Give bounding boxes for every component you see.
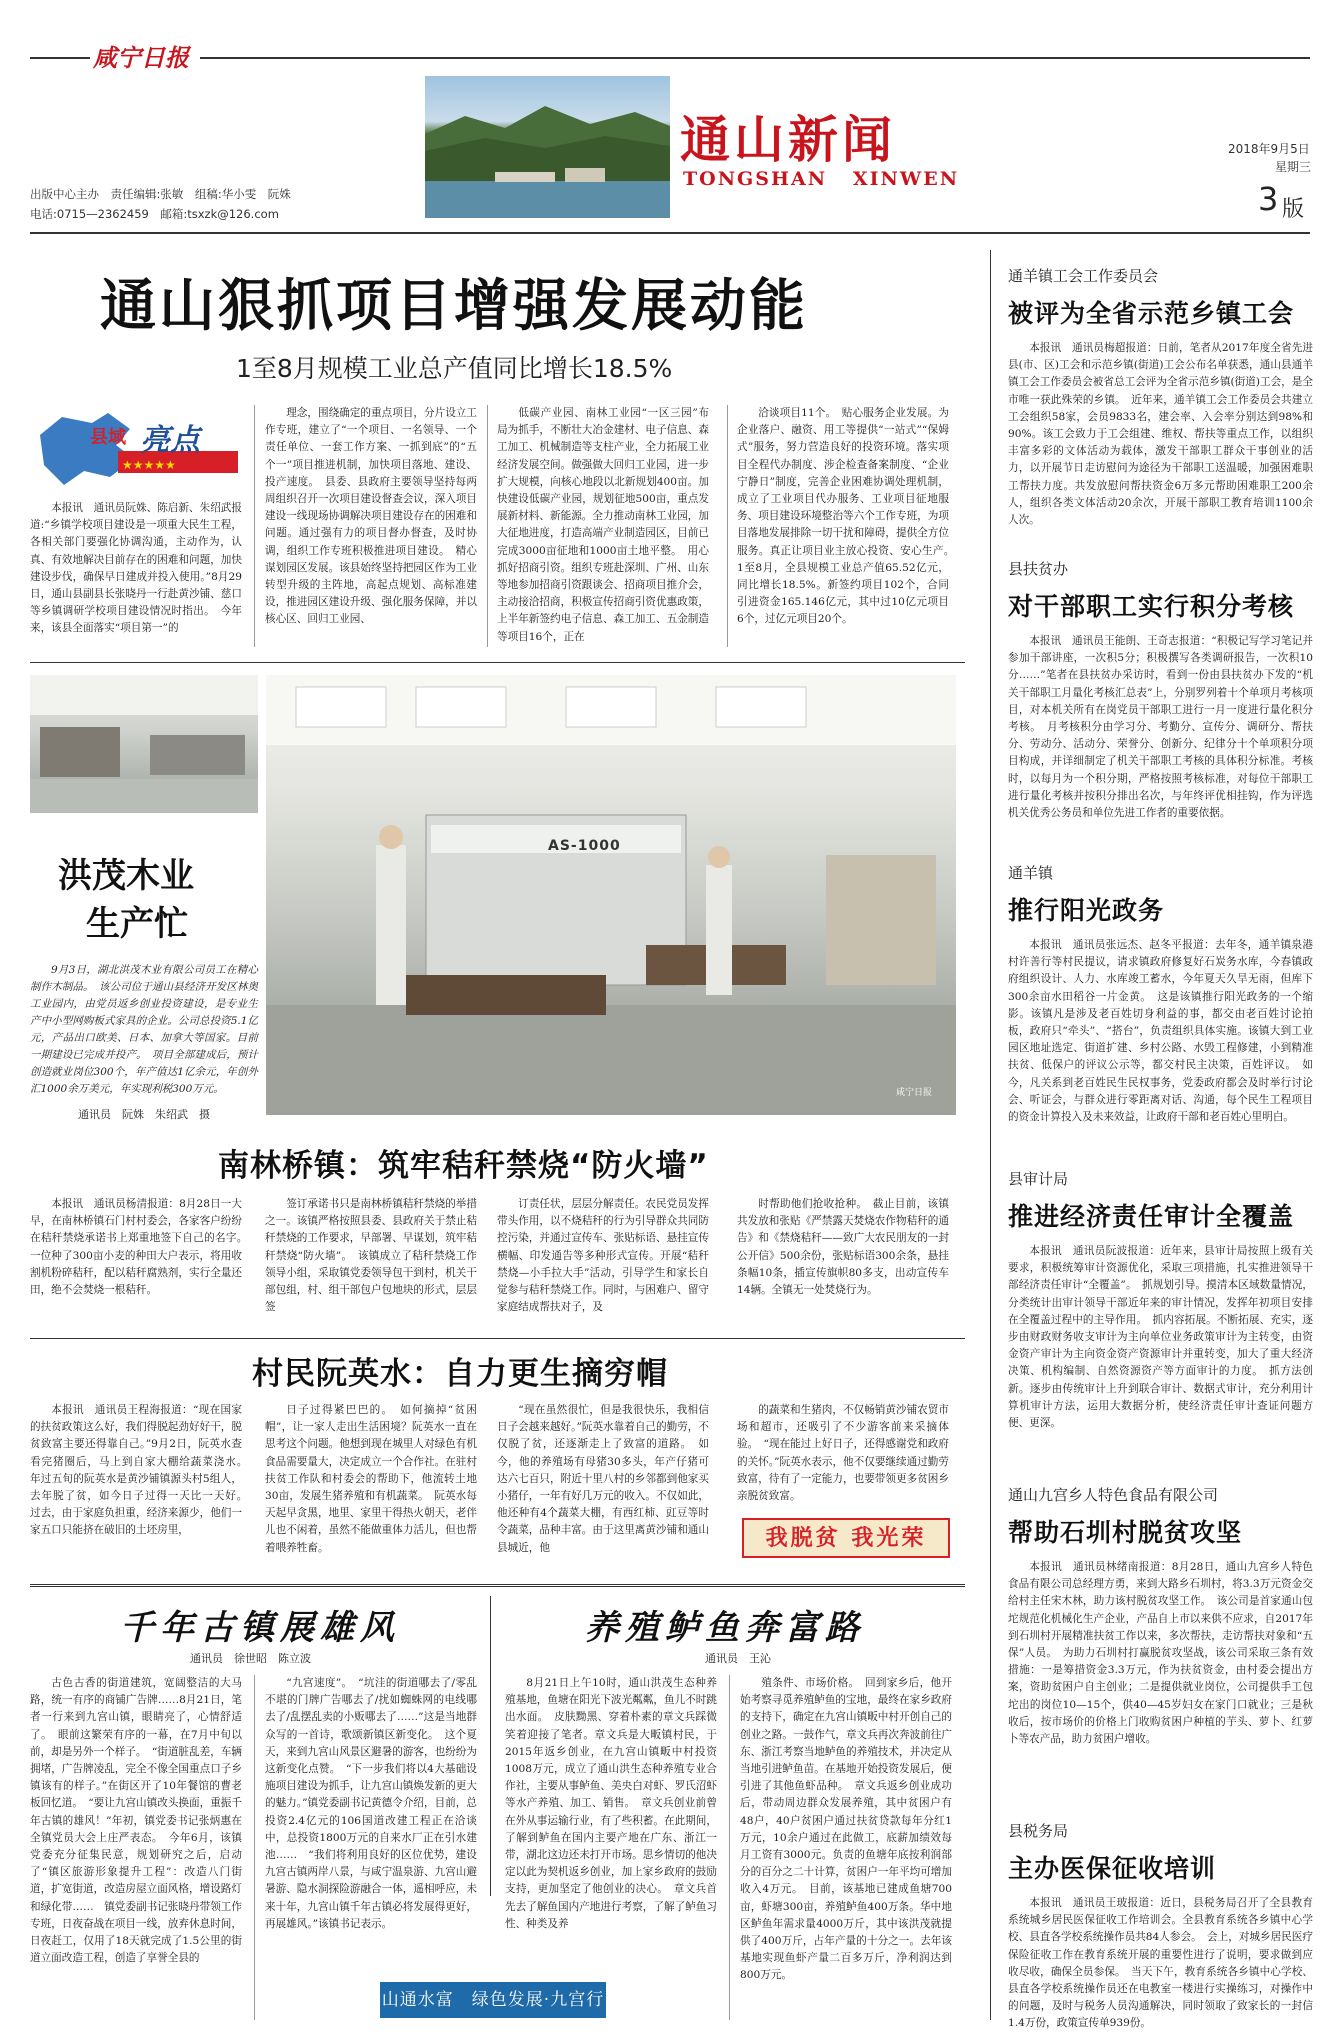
hongmao-title-line-2: 生产忙 [86, 904, 188, 944]
scenic-photo [425, 76, 670, 218]
nanlin-col-4 [737, 1196, 949, 1332]
county-map-icon [30, 405, 240, 495]
section-pinyin: TONGSHAN XINWEN [683, 168, 960, 190]
ancient-col-2-text: “九宫速度”。 “坑洼的街道哪去了/零乱不堪的门牌广告哪去了/扰如蜘蛛网的电线哪去了/乱摆乱卖的小贩哪去了……”这是当地群众写的一首诗，歌颂新镇区新变化。 这个夏天，来到九宫山风景区避暑的游客，也纷纷为这新变化点赞。 “下一步我们将以4大基础设施项目建设为抓手，让九宫山镇焕发新的更大的魅力。”镇党委副书记黄德令介绍，目前，总投资2.4亿元的106国道改建工程正在洽谈中，总投资1800万元的自来水厂正在引水建池…… “我们将利用良好的区位优势，建设九宫古镇两岸八景，与咸宁温泉游、九宫山避暑游、隐水洞探险游融合一体，遥相呼应，未来十年，九宫山镇千年古镇必将发展得更好，再展雄风。”该镇书记表示。 [265, 1677, 477, 1930]
ruan-col-1 [30, 1402, 253, 1574]
side-item-tongyang-town [1008, 862, 1313, 1157]
lead-col-2 [265, 405, 477, 650]
green-development-banner: 山通水富 绿色发展·九宫行 [380, 1982, 606, 2018]
side-item-kicker: 通山九宫乡人特色食品有限公司 [1008, 1486, 1219, 1504]
issue-weekday: 星期三 [1275, 160, 1312, 174]
factory-main-photo [266, 675, 956, 1115]
side-item-body-text: 本报讯 通讯员王能朗、王奇志报道：“积极记写学习笔记并参加干部讲座，一次积5分；积极撰写各类调研报告，一次积10分……”笔者在县扶贫办采访时，看到一份由县扶贫办下发的“机关干部职工月量化考核汇总表”上，分别罗列着十个单项月考核项目，对本机关所有在岗党员干部职工进行一月一度进行量化积分考核。 月考核积分由学习分、考勤分、宣传分、调研分、帮扶分、劳动分、活动分、荣誉分、创新分、纪律分十个单项积分项目构成，并详细制定了机关干部职工考核的具体积分标准。考核时，以每月为一个积分期，严格按照考核标准，对每位干部职工进行量化考核并按积分排出名次，与年终评优相挂钩，作为评选机关优秀公务员和单位先进工作者的重要依据。 [1008, 635, 1313, 820]
ancient-col-2 [265, 1675, 477, 1970]
side-item-body [1008, 1243, 1313, 1488]
masthead-bottom-rule [30, 232, 1310, 234]
side-item-body [1008, 937, 1313, 1157]
scenic-photo-art [425, 76, 670, 218]
side-item-title: 推行阳光政务 [1008, 896, 1165, 925]
factory-photo-art [266, 675, 956, 1115]
ruan-bottom-rule [30, 1584, 965, 1587]
county-highlight-badge [30, 405, 240, 495]
bottom-mid-divider [490, 1596, 491, 1896]
badge-label-b: 亮点 [140, 423, 200, 458]
lead-subhead: 1至8月规模工业总产值同比增长18.5% [236, 354, 673, 383]
side-item-body-text: 本报讯 通讯员王玻报道：近日，县税务局召开了全县教育系统城乡居民医保征收工作培训会。全县教育系统各乡镇中心学校、县直各学校系统操作员共84人参会。 会上，对城乡居民医疗保险征收工作在教育系统开展的重要性进行了说明，要求做到应收尽收，确保全员参保。 当天下午，教育系统各乡镇中心学校、县直各学校系统操作员还在电教室一楼进行实操练习，对操作中的问题，及时与税务人员沟通解决，同时领取了致家长的一封信1.4万份，政策宣传单939份。 [1008, 1897, 1313, 2030]
page-unit: 版 [1282, 197, 1305, 222]
ruan-col-4-text: 的蔬菜和生猪肉，不仅畅销黄沙铺农贸市场和超市，还吸引了不少游客前来采摘体验。 “现在能过上好日子，还得感谢党和政府的关怀。”阮英水表示，他不仅要继续通过勤劳致富，待有了一定能力，也要带领更多贫困乡亲脱贫致富。 [737, 1404, 949, 1503]
hongmao-byline: 通讯员 阮姝 朱绍武 摄 [78, 1108, 210, 1121]
sidebar-divider [990, 250, 991, 2020]
side-item-kicker: 县税务局 [1008, 1822, 1069, 1840]
side-item-body [1008, 1559, 1313, 1819]
side-item-title: 对干部职工实行积分考核 [1008, 592, 1295, 621]
ruan-col-3 [497, 1402, 709, 1574]
masthead-rule-left [30, 57, 90, 59]
nanlin-col-2-text: 签订承诺书只是南林桥镇秸秆禁烧的举措之一。该镇严格按照县委、县政府关于禁止秸秆禁烧的工作要求，早部署、早谋划，筑牢秸秆禁烧“防火墙”。 该镇成立了秸秆禁烧工作领导小组，采取镇党委领导包干到村，机关干部包组，村、组干部包户包地块的形式，层层签 [265, 1198, 477, 1314]
ancient-divider [254, 1675, 255, 2020]
credits-line-1: 出版中心主办 责任编辑:张敏 组稿:华小雯 阮姝 [30, 187, 291, 201]
ancient-headline: 千年古镇展雄风 [120, 1608, 400, 1648]
lead-col-4 [737, 405, 960, 650]
side-item-body-text: 本报讯 通讯员阮波报道：近年来，县审计局按照上级有关要求，积极统筹审计资源优化，采取三项措施，扎实推进领导干部经济责任审计“全覆盖”。 抓规划引导。摸清本区域数量情况，分类统计出审计领导干部近年来的审计情况，发挥年初项目安排在全覆盖过程中的主导作用。 抓内容拓展。不断拓展、充实，逐步由财政财务收支审计为主向单位业务政策审计为主转变，由资金资产审计为主向资金资产资源审计并重转变，加大了重大经济决策、机构编制、自然资源资产等方面审计的力度。 抓方法创新。逐步由传统审计上升到联合审计、数据式审计，充分利用计算机审计方法，运用大数据分析，使经济责任审计查证问题方便、更深。 [1008, 1245, 1313, 1430]
side-item-kicker: 县审计局 [1008, 1170, 1069, 1188]
fish-headline: 养殖鲈鱼奔富路 [585, 1608, 865, 1648]
hongmao-caption-text: 9月3日，湖北洪茂木业有限公司员工在精心制作木制品。 该公司位于通山县经济开发区林奥工业园内，由党员返乡创业投资建设，是专业生产中小型网购板式家具的企业。公司总投资5.1亿元，产品出口欧美、日本、加拿大等国家。目前一期建设已完成并投产。 项目全部建成后，预计创造就业岗位300个，年产值达1亿余元，年创外汇1000余万美元，年实现利税300万元。 [30, 964, 258, 1095]
lead-col-2-text: 理念，围绕确定的重点项目，分片设立工作专班，建立了“一个项目、一名领导、一个责任单位、一套工作方案、一抓到底”的“五个一”项目推进机制，加快项目落地、建设、投产速度。 县委、县政府主要领导坚持每两周组织召开一次项目建设督查会议，深入项目建设一线现场协调解决项目建设存在的困难和问题。通过强有力的项目督办督查，及时协调，组织工作专班积极推进项目建设。 精心谋划园区发展。该县始终坚持把园区作为工业转型升级的主阵地，高起点规划、高标准建设，推进园区建设升级、强化服务保障，并以核心区、回归工业园、 [265, 407, 477, 626]
lead-col-divider-3 [727, 405, 728, 647]
side-item-title: 帮助石圳村脱贫攻坚 [1008, 1518, 1243, 1547]
ruan-col-3-text: “现在虽然很忙，但是我很快乐，我相信日子会越来越好。”阮英水靠着自己的勤劳，不仅脱了贫，还逐渐走上了致富的道路。 如今，他的养殖场有母猪30多头，年产仔猪可达六七百只，附近十里八村的乡邻都到他家买小猪仔，一年有好几万元的收入。不仅如此，他还种有4个蔬菜大棚，有西红柿、豇豆等时令蔬菜，品种丰富。由于这里离黄沙铺和通山县城近，他 [497, 1404, 709, 1554]
photo-watermark: 咸宁日报 [896, 1088, 933, 1098]
nanlin-headline: 南林桥镇：筑牢秸秆禁烧“防火墙” [218, 1148, 709, 1184]
side-item-audit-bureau [1008, 1168, 1313, 1488]
fish-col-2-text: 殖条件、市场价格。 回到家乡后，他开始考察寻觅养殖鲈鱼的宝地，最终在家乡政府的支持下，确定在九宫山镇畈中村开创自己的创业之路。一鼓作气，章文兵再次奔波前往广东、浙江考察当地鲈鱼的养殖技术，并决定从当地引进鲈鱼苗。在基地开始投资发展后，便引进了其他鱼虾品种。 章文兵返乡创业成功后，带动周边群众发展养殖，其中贫困户有48户，40户贫困户通过扶贫贷款每年分红1万元，10余户通过在此做工，底薪加绩效每月工资有3000元。负责的鱼塘年底按利润部分的百分之二十计算，贫困户一年平均可增加收入4万元。 目前，该基地已建成鱼塘700亩，虾塘300亩，养殖鲈鱼400万条。华中地区鲈鱼年需求量4000万斤，其中该洪茂就提供了400万斤，占年产量的十分之一。去年该基地实现鱼虾产量二百多万斤，净利润达到800万元。 [740, 1677, 952, 1982]
lead-col-3-text: 低碳产业园、南林工业园“一区三园”布局为抓手，不断壮大冶金建材、电子信息、森工加工、机械制造等支柱产业，全力拓展工业经济发展空间。做强做大回归工业园，进一步扩大规模，向核心地段以北新规划400亩。加快建设低碳产业园，规划征地500亩，重点发展新材料、新能源。全力推动南林工业园，加大征地进度，打造高端产业制造园区，目前已完成3000亩征地和1000亩土地平整。 用心抓好招商引资。组织专班赴深圳、广州、山东等地参加招商引资跟谈会、招商项目推介会，主动接洽招商，积极宣传招商引资优惠政策，上半年新签约电子信息、森工加工、五金制造等项目16个，正在 [497, 407, 709, 643]
lead-bottom-rule [30, 662, 965, 663]
fish-col-1-text: 8月21日上午10时，通山洪茂生态种养殖基地，鱼塘在阳光下波光粼粼，鱼儿不时跳出水面。 皮肤黝黑、穿着朴素的章文兵踩微笑着迎接了笔者。章文兵是大畈镇村民，于2015年返乡创业，在九宫山镇畈中村投资1008万元，成立了通山洪生态种养殖专业合作社，主要从事鲈鱼、美央白对虾、罗氏沼虾等水产养殖、加工、销售。 章文兵创业前曾在外从事运输行业，有了些积蓄。在此期间，了解到鲈鱼在国内主要产地在广东、浙江一带，湖北这边还未打开市场。思乡情切的他决定以此为契机返乡创业，加上家乡政府的鼓励支持，更加坚定了他创业的决心。 章文兵首先去了解鱼国内产地进行考察，了解了鲈鱼习性、种类及养 [505, 1677, 717, 1930]
nanlin-col-4-text: 时帮助他们抢收抢种。 截止目前，该镇共发放和张贴《严禁露天焚烧农作物秸秆的通告》和《禁烧秸秆——致广大农民朋友的一封公开信》500余份，张贴标语300余条，悬挂条幅10条，插宣传旗帜80多支，出动宣传车14辆。全镇无一处焚烧行为。 [737, 1198, 949, 1297]
side-item-union [1008, 265, 1313, 598]
nanlin-col-1 [30, 1196, 253, 1332]
ancient-col-1 [30, 1675, 242, 2020]
fish-col-2 [740, 1675, 952, 2020]
nanlin-col-2 [265, 1196, 477, 1332]
side-item-kicker: 县扶贫办 [1008, 560, 1069, 578]
ruan-col-2 [265, 1402, 477, 1574]
fish-col-1 [505, 1675, 717, 1975]
side-item-body [1008, 1895, 1313, 2030]
hongmao-title-line-1: 洪茂木业 [58, 856, 194, 896]
nanlin-col-1-text: 本报讯 通讯员杨清报道：8月28日一大早，在南林桥镇石门村村委会，各家客户纷纷在秸秆禁烧承诺书上郑重地签下自己的名字。 一位种了300亩小麦的种田大户表示，将用收割机粉碎秸秆，配以秸秆腐熟剂，实行全量还田，绝不会焚烧一根秸秆。 [30, 1198, 253, 1297]
side-item-title: 主办医保征收培训 [1008, 1854, 1217, 1883]
lead-col-1-text: 本报讯 通讯员阮姝、陈启新、朱绍武报道:“乡镇学校项目建设是一项重大民生工程，各相关部门要强化协调沟通，主动作为，认真、有效地解决目前存在的困难和问题，加快建设步伐，确保早日建成并投入使用。”8月29日，通山县副县长张晓丹一行赴黄沙铺、慈口等乡镇调研学校项目建设情况时指出。 今年来，该县全面落实“项目第一”的 [30, 502, 242, 635]
side-item-kicker: 通羊镇工会工作委员会 [1008, 267, 1159, 285]
ruan-col-1-text: 本报讯 通讯员王程海报道：“现在国家的扶贫政策这么好，我们得脱起劲好好干，脱贫致富主要还得靠自己。”9月2日，阮英水查看完猪圈后，马上到自家大棚给蔬菜浇水。 年过五旬的阮英水是黄沙铺镇源头村5组人，去年脱了贫，如今日子过得一天比一天好。 过去，由于家庭负担重，经济来源少，他们一家五口只能挤在破旧的土坯房里， [30, 1404, 253, 1537]
poverty-slogan-stamp: 我脱贫 我光荣 [742, 1518, 950, 1558]
nanlin-col-3-text: 订责任状，层层分解责任。农民党员发挥带头作用，以不烧秸秆的行为引导群众共同防控污染，并通过宣传车、张贴标语、悬挂宣传横幅、印发通告等多种形式宣传。开展“秸秆禁烧—小手拉大手”活动，引导学生和家长自觉参与秸秆禁烧工作。同时，与困难户、留守家庭结成帮扶对子，及 [497, 1198, 709, 1314]
masthead-rule-right [200, 57, 1310, 59]
lead-col-divider-1 [254, 405, 255, 647]
side-item-title: 推进经济责任审计全覆盖 [1008, 1202, 1295, 1231]
paper-name: 咸宁日报 [93, 43, 189, 72]
ruan-col-4 [737, 1402, 949, 1512]
page-number: 3 [1258, 180, 1279, 218]
workshop-small-photo-art [30, 675, 258, 813]
issue-date: 2018年9月5日 [1228, 142, 1310, 156]
credits-line-2: 电话:0715—2362459 邮箱:tsxzk@126.com [30, 207, 279, 221]
lead-headline: 通山狠抓项目增强发展动能 [100, 274, 808, 339]
badge-label-a: 县域 [90, 427, 126, 448]
fish-divider [729, 1675, 730, 2020]
side-item-body [1008, 633, 1313, 871]
hongmao-small-photo [30, 675, 258, 813]
ruan-headline: 村民阮英水：自力更生摘穷帽 [252, 1356, 668, 1392]
lead-col-4-text: 洽谈项目11个。 贴心服务企业发展。为企业落户、融资、用工等提供“一站式”“保姆式”服务，努力营造良好的投资环境。落实项目全程代办制度、涉企检查备案制度、“企业宁静日”制度，完善企业困难协调处理机制，成立了工业项目代办服务、工业项目征地服务、项目建设环境整治等六个工作专班，为项目落地发展排除一切干扰和障碍，提供全方位服务。真正让项目业主放心投资、安心生产。 1至8月，全县规模工业总产值65.52亿元，同比增长18.5%。新签约项目102个，合同引进资金165.146亿元，其中过10亿元项目6个，过亿元项目20个。 [737, 407, 960, 626]
section-title: 通山新闻 [680, 110, 896, 169]
side-item-poverty-office [1008, 558, 1313, 871]
ancient-col-1-text: 古色古香的街道建筑，宽阔整洁的大马路，统一有序的商铺广告牌……8月21日，笔者一行来到九宫山镇，眼睛亮了，心情舒适了。 眼前这繁荣有序的一幕，在7月中旬以前，却是另外一个样子。 “街道脏乱差，车辆拥堵，广告牌凌乱，完全不像全国重点口子乡镇该有的样子。”在街区开了10年餐馆的曹老板回忆道。 “要让九宫山镇改头换面，重振千年古镇的雄风！”年初，镇党委书记张炳惠在全镇党员大会上庄严表态。 今年6月，该镇党委充分征集民意，规划研究之后，启动了“镇区旅游形象提升工程”：改造八门街道，扩宽街道，改造房屋立面风格，增设路灯和绿化带…… 镇党委副书记张晓丹带领工作专班，日夜奋战在项目一线，放弃休息时间，日夜赶工，仅用了18天就完成了1.5公里的街道立面改造工程，创造了享誉全县的 [30, 1677, 242, 1965]
machine-label: AS-1000 [548, 838, 621, 854]
lead-col-3 [497, 405, 709, 650]
side-item-food-company [1008, 1484, 1313, 1819]
side-item-title: 被评为全省示范乡镇工会 [1008, 299, 1295, 328]
fish-byline: 通讯员 王沁 [705, 1652, 771, 1665]
lead-col-divider-2 [487, 405, 488, 647]
nanlin-bottom-rule [30, 1338, 965, 1339]
ancient-byline: 通讯员 徐世昭 陈立波 [190, 1652, 311, 1665]
lead-col-1 [30, 500, 242, 650]
side-item-kicker: 通羊镇 [1008, 864, 1054, 882]
side-item-body-text: 本报讯 通讯员张远杰、赵冬平报道：去年冬，通羊镇泉港村许善行等村民提议，请求镇政府修复好石炭务水库，今春镇政府组织设计、人力、水库竣工蓄水，今年夏天久旱无雨，但库下300余亩水田稻谷一片金黄。 这是该镇推行阳光政务的一个缩影。该镇凡是涉及老百姓切身利益的事，都交由老百姓讨论拍板，政府只“牵头”、“搭台”，负责组织具体实施。该镇大到工业园区地址选定、街道扩建、乡村公路、水毁工程修建，小到精准扶贫、低保户的评议公示等，都交村民主决策，百姓评议。 如今，凡关系到老百姓民生民权事务，党委政府都会及时举行讨论会、听证会，与群众进行零距离对话、沟通，每个民生工程项目的资金计算投入及未来效益，让政府干部和老百姓心里明白。 [1008, 939, 1313, 1124]
hongmao-caption [30, 962, 258, 1112]
side-item-tax-bureau [1008, 1820, 1313, 2030]
svg-text:★★★★★: ★★★★★ [122, 458, 176, 472]
ruan-col-2-text: 日子过得紧巴巴的。 如何摘掉“贫困帽”，让一家人走出生活困境？阮英水一直在思考这个问题。他想到现在城里人对绿色有机食品需要量大，决定成立一个合作社。在驻村扶贫工作队和村委会的帮助下，他流转土地30亩，发展生猪养殖和有机蔬菜。 阮英水每天起早贪黑，地里、家里干得热火朝天，老伴儿也不闲着，虽然不能做重体力活儿，但也帮着喂养牲畜。 [265, 1404, 477, 1554]
side-item-body-text: 本报讯 通讯员林绪南报道：8月28日，通山九宫乡人特色食品有限公司总经理方勇，来到大路乡石圳村，将3.3万元资金交给村主任宋木林，助力该村脱贫攻坚工作。 该公司是首家通山包坨规范化机械化生产企业，产品自上市以来供不应求，自2017年到石圳村开展精准扶贫工作以来，多次帮扶，走访帮扶对象和“五保”人员。 为助力石圳村打赢脱贫攻坚战，该公司采取三条有效措施：一是筹措资金3.3万元，作为扶贫资金，由村委会提出方案，资助贫困户自主创业；二是提供就业岗位，公司提供手工包坨出的岗位10—15个，供40—45岁妇女在家门口就业；三是秋收后，按市场价的价格上门收购贫困户种植的芋头、萝卜、红萝卜等农产品，助力贫困户增收。 [1008, 1561, 1313, 1746]
nanlin-col-3 [497, 1196, 709, 1332]
side-item-body-text: 本报讯 通讯员梅超报道：日前，笔者从2017年度全省先进县(市、区)工会和示范乡镇(街道)工会公布名单获悉，通山县通羊镇工会工作委员会被省总工会评为全省示范乡镇(街道)工会，是全市唯一获此殊荣的乡镇。 近年来，通羊镇工会工作委员会共建立工会组织58家，会员9833名，建会率、入会率分别达到98%和90%。该工会致力于工会组建、维权、帮扶等重点工作，以组织丰富多彩的文体活动为载体，激发干部职工群众干事创业的活力，以开展节日走访慰问为途径为干部职工送温暖，加强困难职工帮扶力度。共发放慰问帮扶资金6万多元帮助困难职工200余人，组织各类文体活动20余次，开展干部职工教育培训1100余人次。 [1008, 342, 1313, 527]
